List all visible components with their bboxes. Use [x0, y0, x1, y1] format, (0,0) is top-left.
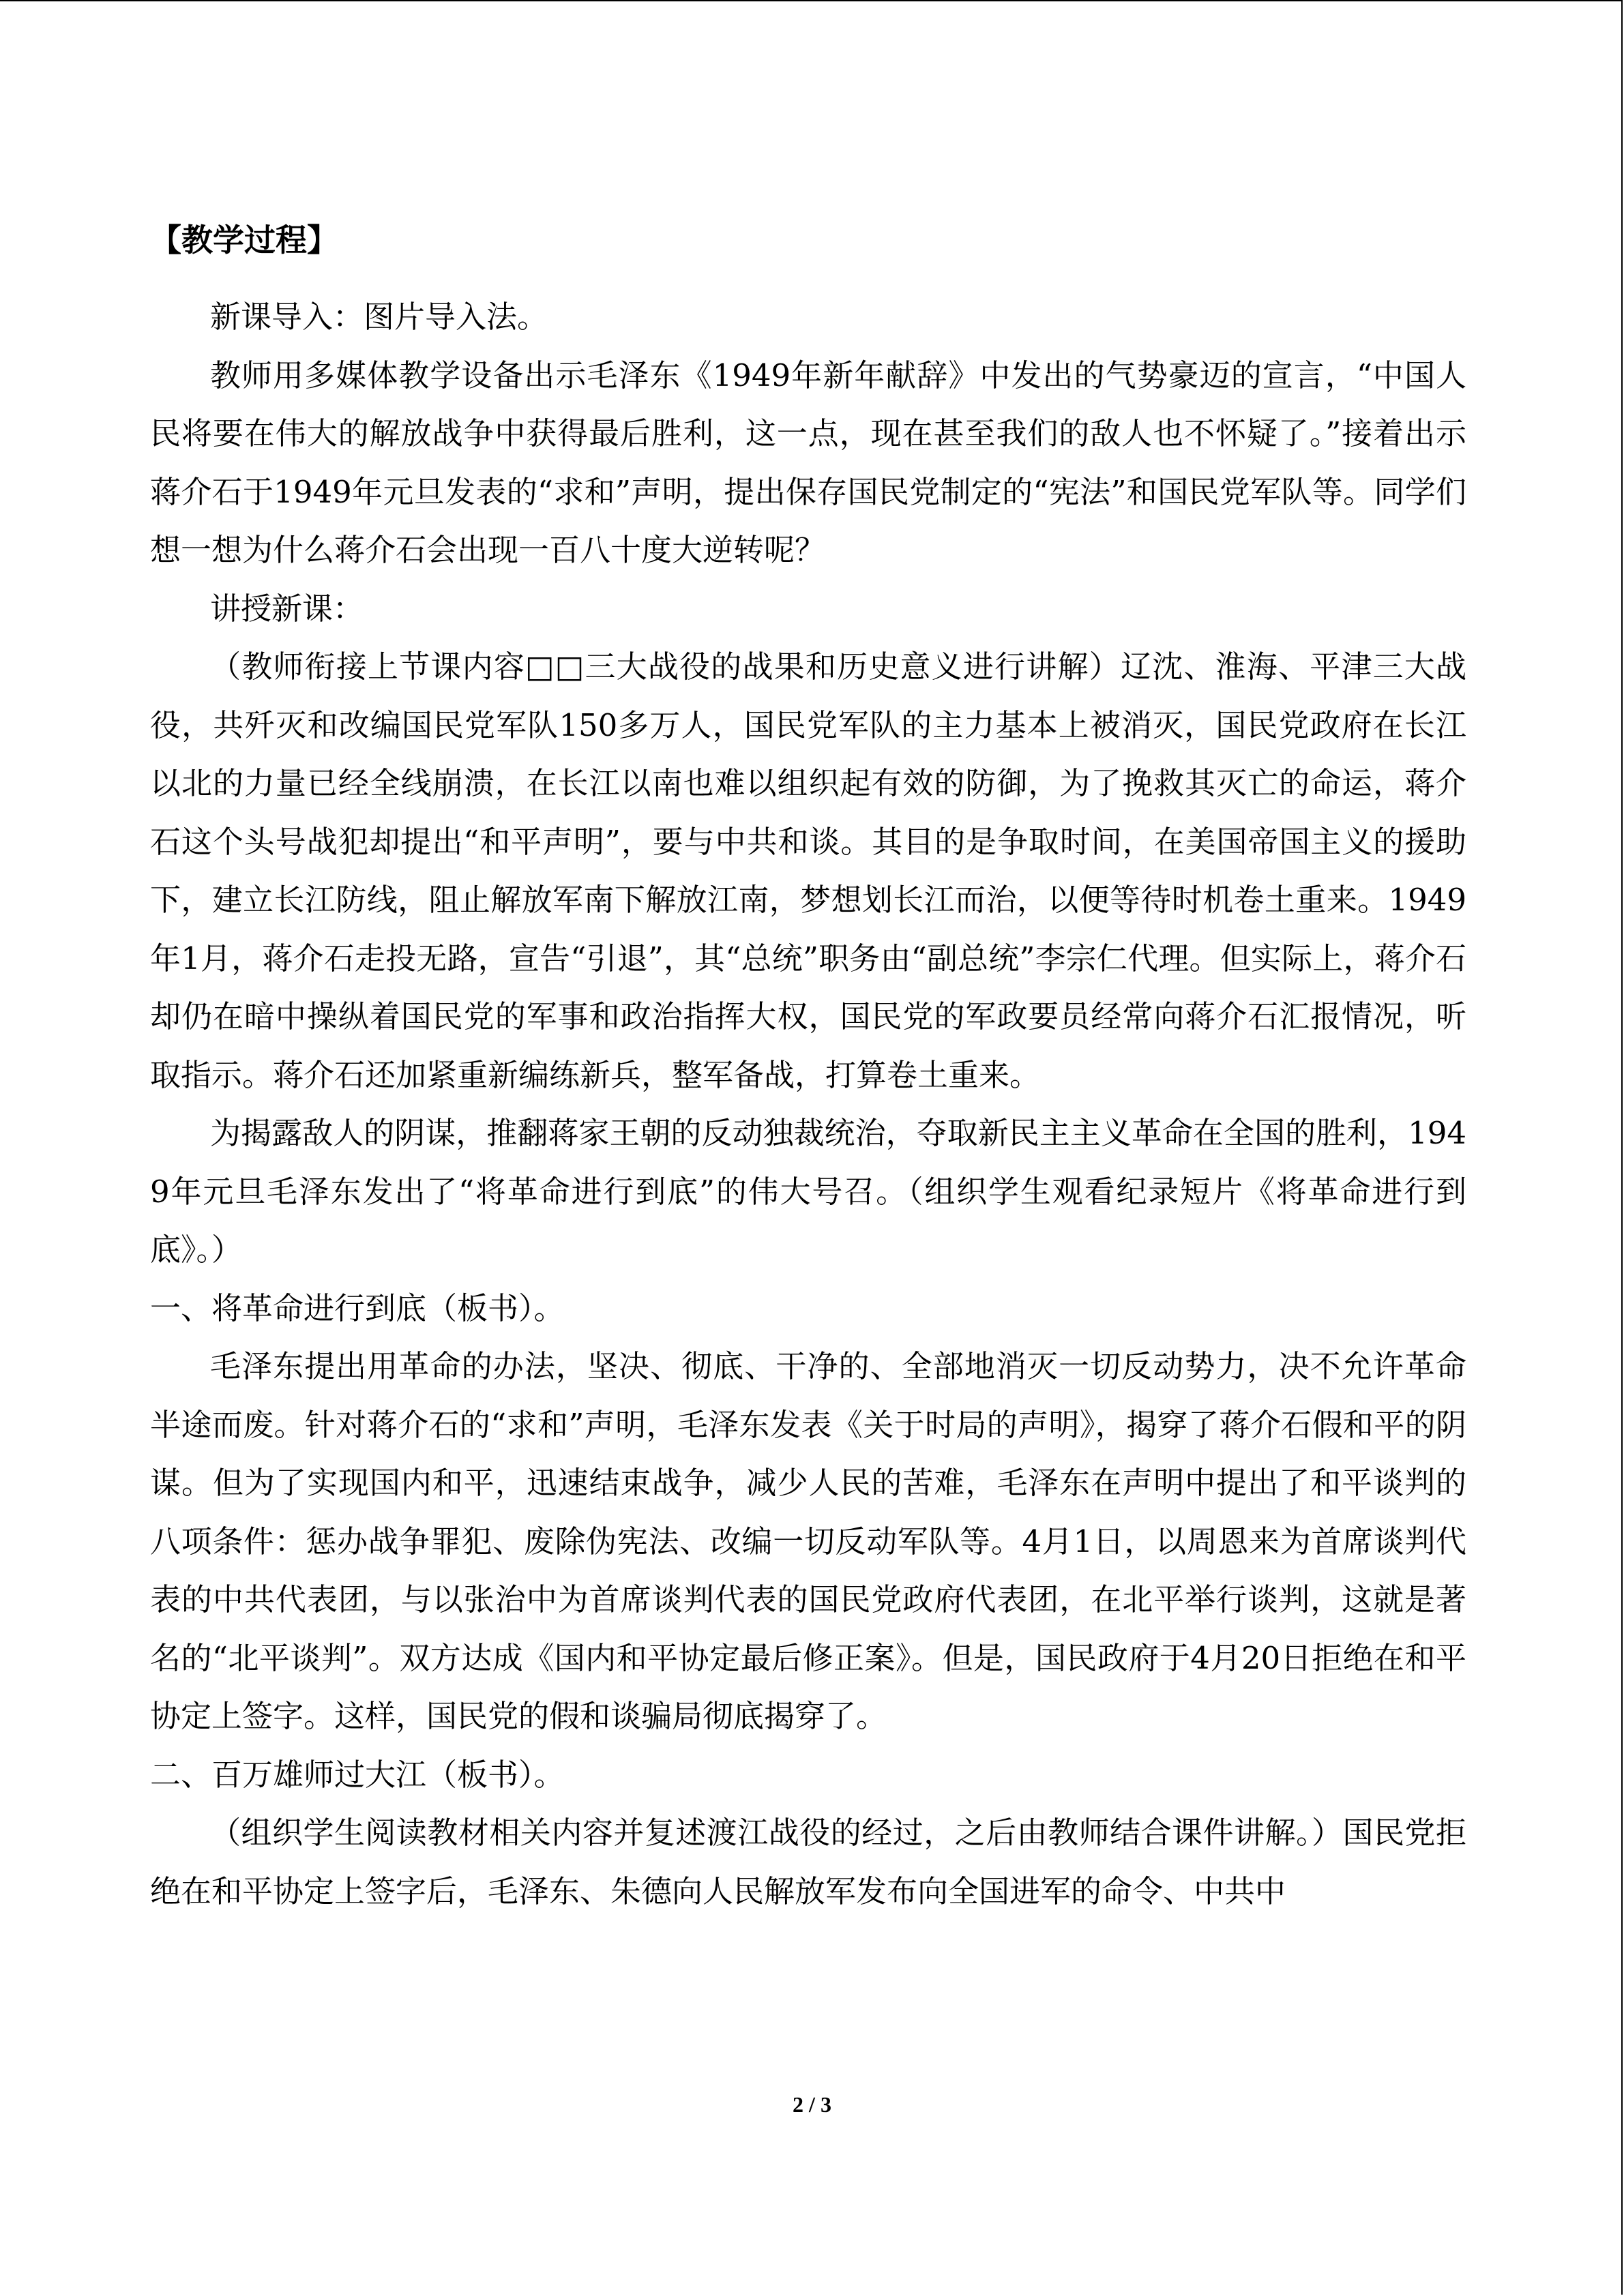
paragraph-three-campaigns: （教师衔接上节课内容□□三大战役的战果和历史意义进行讲解）辽沈、淮海、平津三大战役，共歼灭和改编国民党军队150多万人，国民党军队的主力基本上被消灭，国民党政府在长江以北的力量已经全线崩溃，在长江以南也难以组织起有效的防御，为了挽救其灭亡的命运，蒋介石这个头号战犯却提出“和平声明”，要与中共和谈。其目的是争取时间，在美国帝国主义的援助下，建立长江防线，阻止解放军南下解放江南，梦想划长江而治，以便等待时机卷土重来。1949年1月，蒋介石走投无路，宣告“引退”，其“总统”职务由“副总统”李宗仁代理。但实际上，蒋介石却仍在暗中操纵着国民党的军事和政治指挥大权，国民党的军政要员经常向蒋介石汇报情况，听取指示。蒋介石还加紧重新编练新兵，整军备战，打算卷土重来。: [150, 648, 1466, 1093]
paragraph-intro-method: 新课导入：图片导入法。: [210, 299, 548, 335]
paragraph-intro-detail: 教师用多媒体教学设备出示毛泽东《1949年新年献辞》中发出的气势豪迈的宣言，“中国人民将要在伟大的解放战争中获得最后胜利，这一点，现在甚至我们的敌人也不怀疑了。”接着出示蒋介石于1949年元旦发表的“求和”声明，提出保存国民党制定的“宪法”和国民党军队等。同学们想一想为什么蒋介石会出现一百八十度大逆转呢？: [150, 357, 1466, 568]
document-body: [150, 208, 1466, 1920]
page-number: 2 / 3: [793, 2092, 831, 2117]
paragraph-peace-talks: 毛泽东提出用革命的办法，坚决、彻底、干净的、全部地消灭一切反动势力，决不允许革命半途而废。针对蒋介石的“求和”声明，毛泽东发表《关于时局的声明》，揭穿了蒋介石假和平的阴谋。但为了实现国内和平，迅速结束战争，减少人民的苦难，毛泽东在声明中提出了和平谈判的八项条件：惩办战争罪犯、废除伪宪法、改编一切反动军队等。4月1日，以周恩来为首席谈判代表的中共代表团，与以张治中为首席谈判代表的国民党政府代表团，在北平举行谈判，这就是著名的“北平谈判”。双方达成《国内和平协定最后修正案》。但是，国民政府于4月20日拒绝在和平协定上签字。这样，国民党的假和谈骗局彻底揭穿了。: [150, 1348, 1466, 1734]
section-heading: 【教学过程】: [150, 222, 338, 258]
board-heading-1: 一、将革命进行到底（板书）。: [150, 1289, 565, 1326]
paragraph-revolution-call: 为揭露敌人的阴谋，推翻蒋家王朝的反动独裁统治，夺取新民主主义革命在全国的胜利，1949年元旦毛泽东发出了“将革命进行到底”的伟大号召。（组织学生观看纪录短片《将革命进行到底》。）: [150, 1115, 1466, 1268]
board-heading-2: 二、百万雄师过大江（板书）。: [150, 1756, 565, 1793]
paragraph-river-crossing: （组织学生阅读教材相关内容并复述渡江战役的经过，之后由教师结合课件讲解。）国民党拒绝在和平协定上签字后，毛泽东、朱德向人民解放军发布向全国进军的命令、中共中: [150, 1815, 1466, 1909]
paragraph-new-lesson-label: 讲授新课：: [210, 590, 364, 627]
